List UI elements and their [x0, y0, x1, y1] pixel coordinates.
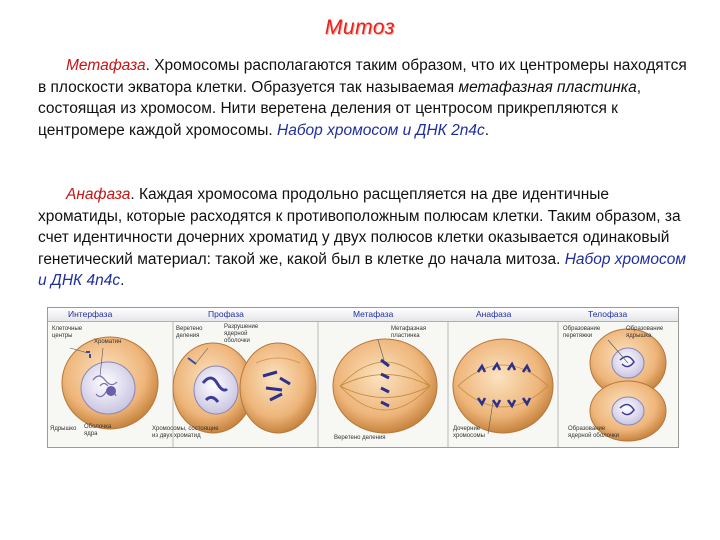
- stage-metaphase: Метафаза: [353, 309, 394, 319]
- interphase-cell: [62, 337, 158, 429]
- label-furrow: Образование перетяжки: [563, 326, 601, 339]
- metaphase-cell: [333, 339, 437, 433]
- anaphase-chromosome-set: Набор хромосом и ДНК 4n4c: [38, 250, 687, 289]
- stage-anaphase: Анафаза: [476, 309, 512, 319]
- anaphase-cell: [453, 339, 553, 433]
- prophase-cell-2: [240, 343, 316, 433]
- label-envelope-breakdown: Разрушение ядерной оболочки: [224, 324, 259, 344]
- mitosis-diagram: [47, 307, 679, 448]
- metaphase-plate-term: метафазная пластинка: [458, 78, 637, 96]
- slide-title: Митоз: [324, 16, 396, 39]
- label-new-envelope: Образование ядерной оболочки: [568, 426, 619, 439]
- stage-prophase: Профаза: [208, 309, 244, 319]
- anaphase-term: Анафаза: [66, 186, 131, 203]
- anaphase-period: .: [120, 272, 125, 289]
- metaphase-chromosome-set: Набор хромосом и ДНК 2n4c: [277, 121, 485, 139]
- label-daughter-chromosomes: Дочерние хромосомы: [453, 426, 485, 439]
- stage-interphase: Интерфаза: [68, 309, 113, 319]
- metaphase-term: Метафаза: [66, 57, 146, 74]
- stage-telophase: Телофаза: [588, 309, 628, 319]
- label-chromatin: Хроматин: [94, 339, 122, 345]
- anaphase-paragraph: [38, 184, 688, 292]
- label-spindle: Веретено деления: [334, 435, 386, 441]
- metaphase-paragraph: [38, 55, 688, 141]
- label-centrioles: Клеточные центры: [52, 326, 83, 339]
- metaphase-text-2: , состоящая из хромосом. Нити веретена деления от центросом прикрепляются к центромере каждой хромосомы.: [38, 78, 642, 139]
- label-two-chromatid-chromosomes: Хромосомы, состоящие из двух хроматид: [152, 426, 219, 439]
- anaphase-text-1: . Каждая хромосома продольно расщепляется на две идентичные хроматиды, которые расходятся к противоположным полюсам клетки. Таким образом, за счет идентичности дочерних хроматид у двух полюсов клетки оказывается одинаковый генетический материал: такой же, какой был в клетке до начала митоза.: [38, 186, 681, 268]
- label-metaphase-plate: Метафазная пластинка: [391, 326, 427, 339]
- label-nucleolus: Ядрышко: [50, 426, 77, 432]
- metaphase-period: .: [484, 121, 490, 139]
- label-nucleolus-formation: Образование ядрышка: [626, 326, 664, 339]
- label-spindle-forming: Веретено деления: [176, 326, 203, 339]
- label-nuclear-envelope: Оболочка ядра: [84, 424, 112, 437]
- metaphase-text-1: . Хромосомы располагаются таким образом, что их центромеры находятся в плоскости экватора клетки. Образуется так называемая: [38, 57, 687, 96]
